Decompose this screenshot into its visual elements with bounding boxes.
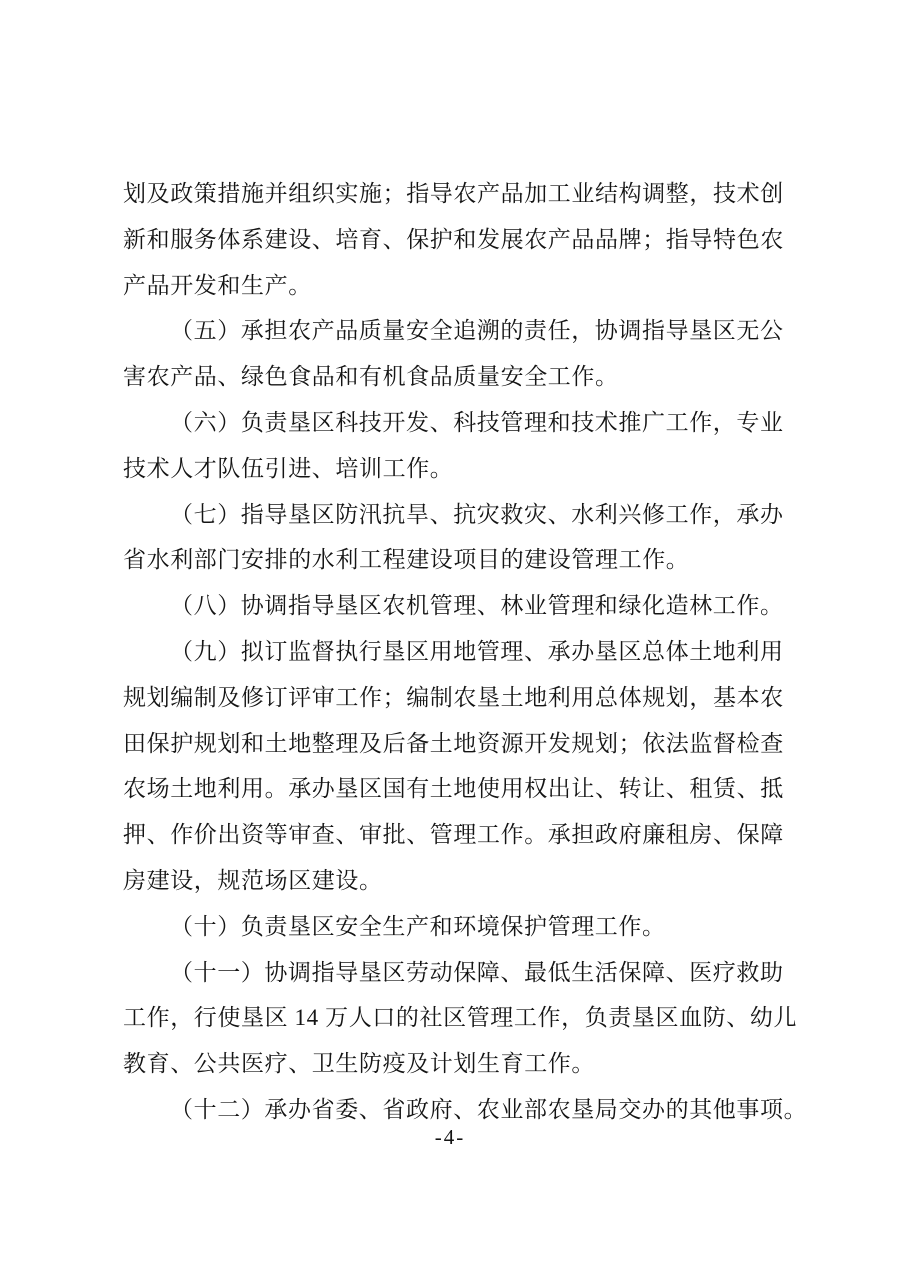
text-line: 新和服务体系建设、培育、保护和发展农产品品牌；指导特色农: [123, 226, 784, 252]
text-line: （五）承担农产品质量安全追溯的责任，协调指导垦区无公: [170, 318, 784, 344]
text-line: 押、作价出资等审查、审批、管理工作。承担政府廉租房、保障: [123, 822, 784, 848]
paragraph: [123, 629, 803, 904]
text-line: 省水利部门安排的水利工程建设项目的建设管理工作。: [123, 547, 690, 573]
text-line: 农场土地利用。承办垦区国有土地使用权出让、转让、租赁、抵: [123, 776, 784, 802]
text-line: 工作，行使垦区 14 万人口的社区管理工作，负责垦区血防、幼儿: [123, 1005, 798, 1031]
text-line: （十一）协调指导垦区劳动保障、最低生活保障、医疗救助: [170, 959, 784, 985]
paragraph: [123, 400, 803, 492]
text-line: 田保护规划和土地整理及后备土地资源开发规划；依法监督检查: [123, 730, 784, 756]
paragraph: [123, 583, 803, 629]
text-line: （八）协调指导垦区农机管理、林业管理和绿化造林工作。: [170, 593, 784, 619]
text-line: 害农产品、绿色食品和有机食品质量安全工作。: [123, 364, 619, 390]
page-number: -4-: [434, 1125, 466, 1149]
text-line: 教育、公共医疗、卫生防疫及计划生育工作。: [123, 1051, 595, 1077]
paragraph: [123, 492, 803, 584]
page-footer: [0, 1122, 900, 1152]
text-line: （七）指导垦区防汛抗旱、抗灾救灾、水利兴修工作，承办: [170, 501, 784, 527]
paragraph: [123, 904, 803, 950]
text-line: （十二）承办省委、省政府、农业部农垦局交办的其他事项。: [170, 1096, 808, 1122]
text-line: （九）拟订监督执行垦区用地管理、承办垦区总体土地利用: [170, 638, 784, 664]
text-line: （十）负责垦区安全生产和环境保护管理工作。: [170, 913, 666, 939]
document-text: [123, 171, 808, 1133]
text-line: （六）负责垦区科技开发、科技管理和技术推广工作，专业: [170, 409, 784, 435]
paragraph: [123, 171, 803, 308]
text-line: 技术人才队伍引进、培训工作。: [123, 455, 454, 481]
text-line: 产品开发和生产。: [123, 272, 312, 298]
paragraph: [123, 308, 803, 400]
text-line: 房建设，规范场区建设。: [123, 867, 383, 893]
text-line: 划及政策措施并组织实施；指导农产品加工业结构调整，技术创: [123, 181, 784, 206]
paragraph: [123, 950, 803, 1087]
text-line: 规划编制及修订评审工作；编制农垦土地利用总体规划，基本农: [123, 684, 784, 710]
